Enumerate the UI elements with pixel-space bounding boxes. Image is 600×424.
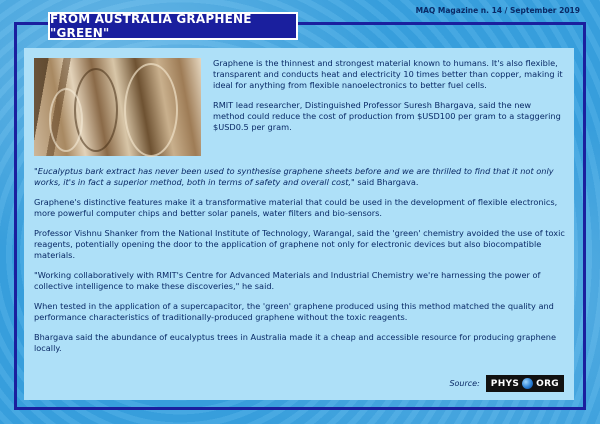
source-credit [449,375,564,392]
eucalyptus-bark-photo [34,58,201,156]
logo-text-right: ORG [536,378,559,389]
body-paragraph: "Working collaboratively with RMIT's Centre for Advanced Materials and Industrial Chemistry we're harnessing the power of collective intelligence to make these discoveries," he said. [34,270,541,291]
bark-ridge [49,88,83,152]
logo-text-left: PHYS [490,378,520,389]
article-body [34,166,566,363]
body-paragraph: Professor Vishnu Shanker from the National Institute of Technology, Warangal, said the 'green' chemistry avoided the use of toxic reagents, potentially opening the door to the application of graphene not only for electronic devices but also biocompatible materials. [34,228,565,260]
intro-text [213,58,565,142]
body-paragraph: Graphene's distinctive features make it a transformative material that could be used in the development of flexible electronics, more powerful computer chips and better solar panels, water filters and bio-sensors. [34,197,558,218]
magazine-masthead: MAQ Magazine n. 14 / September 2019 [415,6,580,15]
globe-icon [522,378,533,389]
phys-org-logo[interactable] [486,375,564,392]
source-label: Source: [449,379,480,388]
body-paragraph: When tested in the application of a supercapacitor, the 'green' graphene produced using this method matched the quality and performance characteristics of traditionally-produced graphene without the toxic reagents. [34,301,554,322]
bark-ridge [124,63,178,157]
body-paragraph: Bhargava said the abundance of eucalyptus trees in Australia made it a cheap and accessible resource for producing graphene locally. [34,332,557,353]
quote-text: "Eucalyptus bark extract has never been used to synthesise graphene sheets before and we are thrilled to find that it not only works, it's in fact a superior method, both in terms of safety and overall cost," [34,166,554,187]
intro-paragraph: Graphene is the thinnest and strongest material known to humans. It's also flexible, transparent and conducts heat and electricity 10 times better than copper, making it ideal for anything from flexible nanoelectronics to better fuel cells. [213,58,563,90]
article-title: FROM AUSTRALIA GRAPHENE "GREEN" [48,12,298,40]
quote-attribution: said Bhargava. [354,177,419,187]
article-panel [24,48,574,400]
quote-paragraph [34,166,566,188]
intro-paragraph: RMIT lead researcher, Distinguished Professor Suresh Bhargava, said the new method could reduce the cost of production from $USD100 per gram to a staggering $USD0.5 per gram. [213,100,561,132]
